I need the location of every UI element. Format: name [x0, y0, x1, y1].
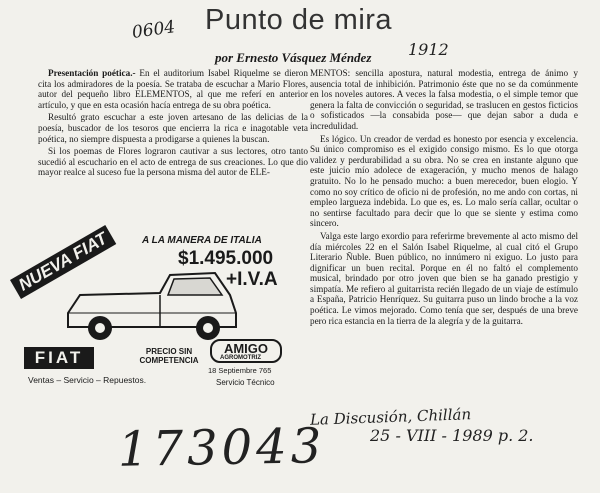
dealer-tech-service: Servicio Técnico	[216, 378, 275, 387]
ad-offer: PRECIO SIN COMPETENCIA	[139, 347, 199, 365]
paragraph: Si los poemas de Flores lograron cautivar a sus lectores, otro tanto sucedió al escuchario en el acto de entrega de sus creaciones. Lo que dio mayor realce al suceso fue la persona misma del autor de ELE-	[38, 146, 308, 178]
ad-banner: NUEVA FIAT	[10, 225, 116, 299]
paragraph: Es lógico. Un creador de verdad es honesto por esencia y excelencia. Su único compromiso es el exigido consigo mismo. Es lo que otorga validez y perdurabilidad a su obra. No se crea en instante alguno que este juicio mío adolece de exageración, y mucho menos de halago gratuito. No lo he pensado mucho: a buen merecedor, buen elogio. Y como no soy crítico de oficio ni de profesión, no me ando con cortas, ni empleo largueza indebida. Lo que es, es. Lo malo sería callar, ocultar o no sentirse facultado para decir que lo que se siente y estima como sincero.	[310, 133, 578, 229]
paragraph	[38, 68, 308, 110]
fiat-logo: FIAT	[24, 347, 94, 369]
paragraph-lead: Presentación poética.-	[48, 68, 136, 78]
handwritten-number: 0604	[130, 17, 177, 43]
handwritten-record-number: 173043	[117, 418, 326, 478]
paragraph: MENTOS: sencilla apostura, natural modestia, entrega de ánimo y ausencia total de inhibición. Patrimonio éste que no se da comúnmente en los noveles autores. A veces la falsa modestia, o el simple temor que genera la falta de convicción o seguridad, se traslucen en gestos ficticios o sofisticados —la consabida pose— que dejan sabor a duda e incredulidad.	[310, 68, 578, 131]
handwritten-source: La Discusión, Chillán	[309, 405, 472, 429]
paragraph: Valga este largo exordio para referirme brevemente al acto mismo del día miércoles 22 en el Salón Isabel Riquelme, al cual citó el Grupo Literario Ñuble. Buen público, no innúmero ni exiguo. Lo justo para dignificar un buen recital. Porque en él no faltó el complemento musical, brindado por otro joven que bien se ha ganado prestigio y simpatía. Me refiero al guitarrista recién llegado de un viaje de estímulo a España, Patricio Henríquez. Su guitarra puso un lindo broche a la voz poética. Le vimos mejorado. Como tenía que ser, después de una breve pero rica estancia en la tierra de la alegría y de la guitarra.	[310, 230, 578, 326]
ad-tax: +I.V.A	[226, 269, 278, 290]
dealer-address: 18 Septiembre 765	[208, 366, 272, 375]
article-right-column	[310, 68, 578, 328]
dealer-subtitle: AGROMOTRIZ	[220, 355, 261, 361]
article-byline: por Ernesto Vásquez Méndez	[215, 50, 372, 65]
ad-services: Ventas – Servicio – Repuestos.	[28, 375, 147, 385]
ad-tagline: A LA MANERA DE ITALIA	[142, 235, 262, 246]
paragraph: Resultó grato escuchar a este joven artesano de las delicias de la poesía, buscador de los tesoros que encierra la rica e inagotable veta poética, no siempre dispuesta a prodigarse a quienes la buscan.	[38, 112, 308, 144]
fiat-advertisement	[10, 228, 302, 395]
dealer-logo: AMIGO	[210, 339, 282, 363]
handwritten-year: 1912	[408, 40, 449, 59]
ad-price: $1.495.000	[178, 248, 274, 269]
handwritten-date: 25 - VIII - 1989 p. 2.	[370, 426, 534, 445]
article-left-column	[38, 68, 308, 180]
paragraph-text: En el auditorium Isabel Riquelme se dieron cita los admiradores de la poesía. Se trataba de escuchar a Mario Flores, autor del pequeño libro ELEMENTOS, al que me referí en anterior artículo, y que en esta ocasión hacía entrega de su obra poética.	[38, 68, 308, 110]
article-title: Punto de mira	[205, 4, 393, 36]
